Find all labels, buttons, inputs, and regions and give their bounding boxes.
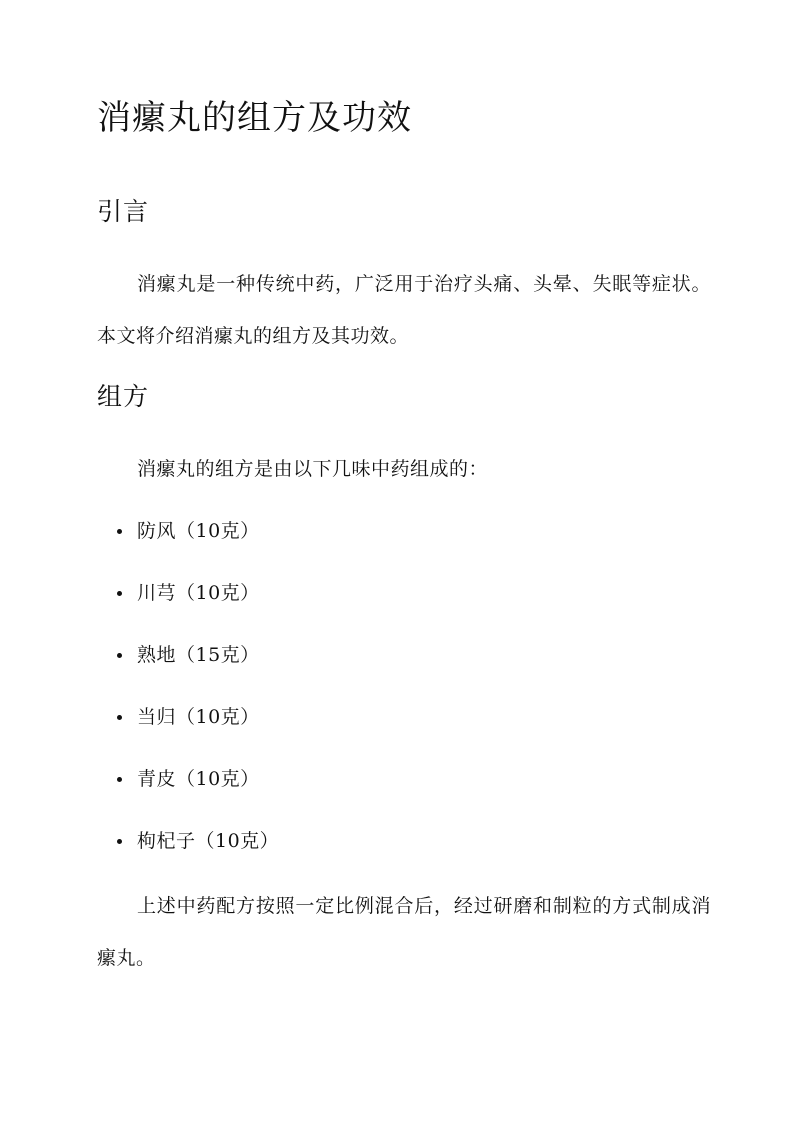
list-item	[97, 753, 711, 815]
process-paragraph: 上述中药配方按照一定比例混合后，经过研磨和制粒的方式制成消瘰丸。	[97, 895, 711, 969]
ingredient-label: 青皮（10克）	[137, 768, 260, 790]
ingredient-label: 熟地（15克）	[137, 644, 260, 666]
list-item	[97, 815, 711, 877]
ingredient-list	[97, 505, 711, 877]
list-item	[97, 691, 711, 753]
section-heading-intro: 引言	[97, 197, 150, 226]
bullet-icon	[117, 777, 122, 782]
intro-paragraph: 消瘰丸是一种传统中药，广泛用于治疗头痛、头晕、失眠等症状。本文将介绍消瘰丸的组方及其功效。	[97, 273, 711, 347]
list-item	[97, 629, 711, 691]
ingredient-label: 当归（10克）	[137, 706, 260, 728]
recipe-intro-paragraph: 消瘰丸的组方是由以下几味中药组成的：	[137, 458, 489, 480]
ingredient-label: 川芎（10克）	[137, 582, 260, 604]
bullet-icon	[117, 839, 122, 844]
ingredient-label: 枸杞子（10克）	[137, 830, 280, 852]
bullet-icon	[117, 653, 122, 658]
document-title: 消瘰丸的组方及功效	[97, 98, 412, 138]
bullet-icon	[117, 529, 122, 534]
bullet-icon	[117, 715, 122, 720]
list-item	[97, 567, 711, 629]
bullet-icon	[117, 591, 122, 596]
ingredient-label: 防风（10克）	[137, 520, 260, 542]
list-item	[97, 505, 711, 567]
section-heading-recipe: 组方	[97, 382, 150, 411]
